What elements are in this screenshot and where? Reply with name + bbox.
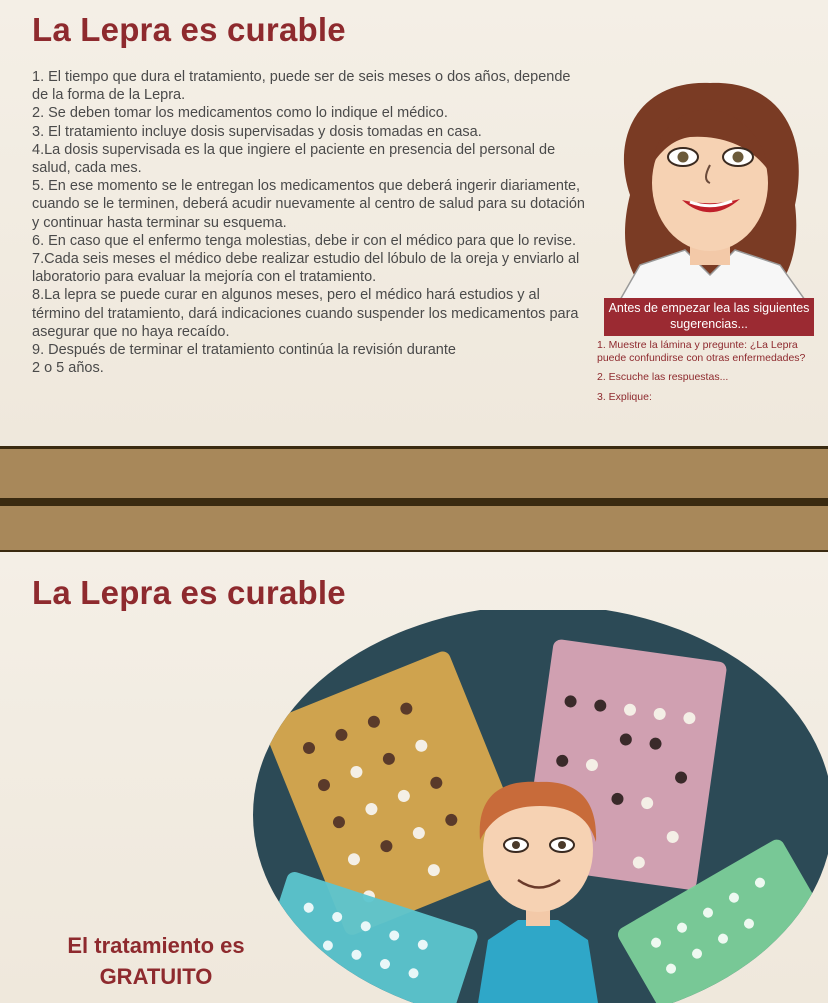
tip-item: 2. Escuche las respuestas...	[597, 371, 729, 384]
medication-illustration	[248, 610, 828, 1003]
presenter-tips-list	[597, 339, 822, 410]
doctor-right-pupil	[733, 152, 744, 163]
step-item: 3. El tratamiento incluye dosis supervisadas y dosis tomadas en casa.	[32, 123, 482, 140]
slide-1	[0, 0, 828, 446]
step-item: 5. En ese momento se le entregan los medicamentos que deberá ingerir diariamente, cuando se le terminen, deberá acudir nuevamente al centro de salud para su dotación y continuar hasta terminar su esquema.	[32, 178, 585, 231]
doctor-illustration	[600, 75, 820, 300]
separator-band-top	[0, 449, 828, 498]
step-item: 6. En caso que el enfermo tenga molestias, debe ir con el médico para que lo revise.	[32, 232, 577, 249]
treatment-steps-list	[32, 68, 587, 377]
slide-2	[0, 552, 828, 1003]
tip-item: 1. Muestre la lámina y pregunte: ¿La Lepra puede confundirse con otras enfermedades?	[597, 339, 806, 364]
free-line-2: GRATUITO	[99, 964, 213, 989]
step-item: 7.Cada seis meses el médico debe realizar estudio del lóbulo de la oreja y enviarlo al laboratorio para evaluar la mejoría con el tratamiento.	[32, 251, 580, 286]
slide-1-title: La Lepra es curable	[32, 11, 346, 48]
instructions-callout: Antes de empezar lea las siguientes sugerencias...	[604, 298, 814, 336]
step-item: 8.La lepra se puede curar en algunos meses, pero el médico hará estudios y al término del tratamiento, dará indicaciones cuando suspender los medicamentos para asegurar que no haya recaído.	[32, 287, 579, 340]
free-line-1: El tratamiento es	[67, 933, 245, 958]
step-item: 9. Después de terminar el tratamiento continúa la revisión durante	[32, 342, 456, 359]
step-9-tail: 2 o 5 años.	[32, 360, 104, 377]
free-treatment-message	[36, 930, 276, 992]
tip-item: 3. Explique:	[597, 390, 652, 403]
step-item: 1. El tiempo que dura el tratamiento, puede ser de seis meses o dos años, depende de la forma de la Lepra.	[32, 69, 571, 104]
doctor-left-pupil	[678, 152, 689, 163]
step-item: 4.La dosis supervisada es la que ingiere el paciente en presencia del personal de salud, cada mes.	[32, 141, 556, 177]
step-item: 2. Se deben tomar los medicamentos como lo indique el médico.	[32, 105, 448, 122]
separator-band-bottom	[0, 506, 828, 550]
slide-2-title: La Lepra es curable	[32, 574, 346, 611]
